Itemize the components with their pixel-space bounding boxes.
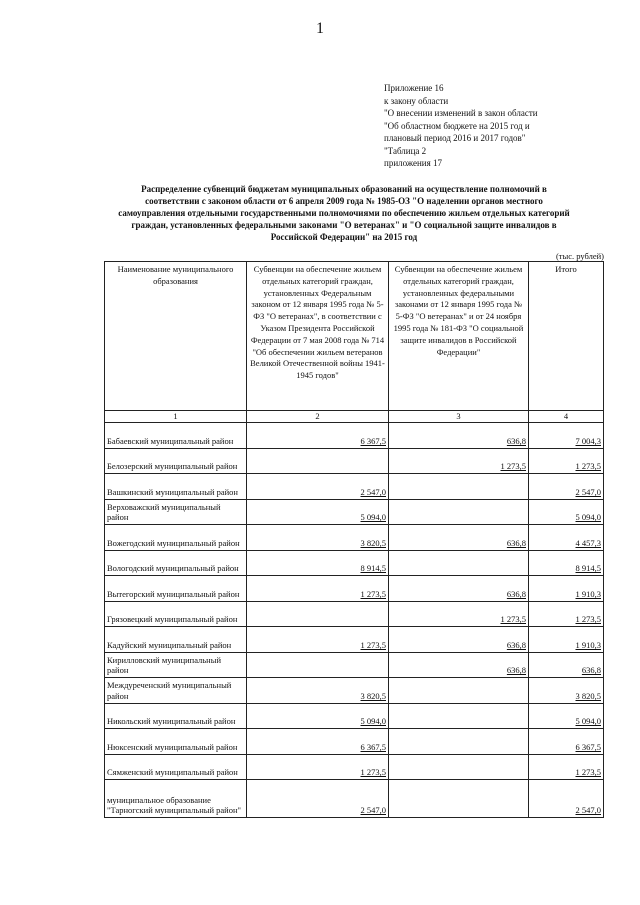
total-value: 1 910,3 (529, 627, 604, 653)
appendix-heading (384, 82, 624, 170)
total-value: 1 273,5 (529, 448, 604, 474)
table-row (105, 729, 604, 755)
column-number: 2 (247, 411, 389, 423)
appendix-line: "Об областном бюджете на 2015 год и (384, 120, 530, 131)
total-value: 636,8 (529, 652, 604, 678)
table-row (105, 499, 604, 525)
subsidy-veterans-disabled-value (389, 703, 529, 729)
subsidy-veterans-disabled-value: 636,8 (389, 525, 529, 551)
subsidy-veterans-value: 5 094,0 (247, 499, 389, 525)
header-municipality: Наименование муниципального образования (105, 262, 247, 411)
appendix-line: Приложение 16 (384, 83, 444, 93)
table-row (105, 423, 604, 449)
total-value: 1 273,5 (529, 601, 604, 627)
municipality-name: Кирилловский муниципальный район (105, 652, 247, 678)
appendix-line: приложения 17 (384, 158, 443, 168)
subsidy-veterans-value (247, 448, 389, 474)
table-row (105, 754, 604, 780)
subsidy-table (104, 261, 604, 818)
subsidy-veterans-disabled-value (389, 729, 529, 755)
municipality-name: муниципальное образование "Тарногский муниципальный район" (105, 780, 247, 818)
table-row (105, 780, 604, 818)
table-row (105, 678, 604, 704)
municipality-name: Вологодский муниципальный район (105, 550, 247, 576)
subsidy-veterans-value: 6 367,5 (247, 423, 389, 449)
subsidy-veterans-value: 3 820,5 (247, 525, 389, 551)
total-value: 2 547,0 (529, 780, 604, 818)
municipality-name: Верховажский муниципальный район (105, 499, 247, 525)
total-value: 5 094,0 (529, 703, 604, 729)
subsidy-veterans-disabled-value: 636,8 (389, 423, 529, 449)
subsidy-veterans-value: 8 914,5 (247, 550, 389, 576)
header-veterans-wwii: Субвенции на обеспечение жильем отдельных категорий граждан, установленных Федеральным законом от 12 января 1995 года № 5-ФЗ "О ветеранах", в соответствии с Указом Президента Российской Федерации от 7 мая 2008 года № 714 "Об обеспечении жильем ветеранов Великой Отечественной войны 1941-1945 годов" (247, 262, 389, 411)
subsidy-veterans-value: 3 820,5 (247, 678, 389, 704)
subsidy-veterans-value: 1 273,5 (247, 754, 389, 780)
subsidy-veterans-disabled-value (389, 754, 529, 780)
municipality-name: Вожегодский муниципальный район (105, 525, 247, 551)
page-number: 1 (316, 20, 324, 37)
total-value: 4 457,3 (529, 525, 604, 551)
total-value: 2 547,0 (529, 474, 604, 500)
total-value: 5 094,0 (529, 499, 604, 525)
subsidy-veterans-value: 2 547,0 (247, 474, 389, 500)
total-value: 6 367,5 (529, 729, 604, 755)
table-row (105, 601, 604, 627)
table-row (105, 474, 604, 500)
municipality-name: Грязовецкий муниципальный район (105, 601, 247, 627)
total-value: 7 004,3 (529, 423, 604, 449)
subsidy-veterans-value: 2 547,0 (247, 780, 389, 818)
municipality-name: Кадуйский муниципальный район (105, 627, 247, 653)
subsidy-veterans-disabled-value (389, 780, 529, 818)
appendix-line: плановый период 2016 и 2017 годов" (384, 133, 526, 143)
header-veterans-disabled: Субвенции на обеспечение жильем отдельных категорий граждан, установленных федеральными законами от 12 января 1995 года № 5-ФЗ "О ветеранах" и от 24 ноября 1995 года № 181-ФЗ "О социальной защите инвалидов в Российской Федерации" (389, 262, 529, 411)
total-value: 8 914,5 (529, 550, 604, 576)
municipality-name: Вытегорский муниципальный район (105, 576, 247, 602)
subsidy-veterans-disabled-value: 636,8 (389, 576, 529, 602)
appendix-line: к закону области (384, 95, 449, 106)
subsidy-veterans-disabled-value (389, 678, 529, 704)
table-row (105, 652, 604, 678)
municipality-name: Междуреченский муниципальный район (105, 678, 247, 704)
column-number-row (105, 411, 604, 423)
column-number: 1 (105, 411, 247, 423)
table-row (105, 550, 604, 576)
subsidy-veterans-value: 1 273,5 (247, 627, 389, 653)
table-row (105, 576, 604, 602)
subsidy-veterans-disabled-value (389, 499, 529, 525)
column-number: 4 (529, 411, 604, 423)
subsidy-veterans-disabled-value: 1 273,5 (389, 448, 529, 474)
municipality-name: Белозерский муниципальный район (105, 448, 247, 474)
units-label: (тыс. рублей) (555, 251, 604, 261)
subsidy-veterans-disabled-value: 636,8 (389, 652, 529, 678)
municipality-name: Сямженский муниципальный район (105, 754, 247, 780)
table-row (105, 703, 604, 729)
municipality-name: Бабаевский муниципальный район (105, 423, 247, 449)
municipality-name: Вашкинский муниципальный район (105, 474, 247, 500)
table-row (105, 448, 604, 474)
document-title: Распределение субвенций бюджетам муниципальных образований на осуществление полномочий в соответствии с законом области от 6 апреля 2009 года № 1985-ОЗ "О наделении органов местного самоуправления отдельными государственными полномочиями по обеспечению жильем отдельных категорий граждан, установленных федеральными законами "О ветеранах" и "О социальной защите инвалидов в Российской Федерации" на 2015 год (118, 184, 570, 242)
subsidy-veterans-disabled-value (389, 550, 529, 576)
subsidy-veterans-value (247, 601, 389, 627)
subsidy-veterans-value: 6 367,5 (247, 729, 389, 755)
total-value: 1 910,3 (529, 576, 604, 602)
total-value: 3 820,5 (529, 678, 604, 704)
subsidy-veterans-value (247, 652, 389, 678)
municipality-name: Никольский муниципальный район (105, 703, 247, 729)
table-row (105, 525, 604, 551)
subsidy-veterans-disabled-value (389, 474, 529, 500)
municipality-name: Нюксенский муниципальный район (105, 729, 247, 755)
appendix-line: "Таблица 2 (384, 145, 427, 156)
table-header-row (105, 262, 604, 411)
subsidy-veterans-value: 1 273,5 (247, 576, 389, 602)
header-total: Итого (529, 262, 604, 411)
appendix-line: "О внесении изменений в закон области (384, 108, 538, 118)
subsidy-veterans-disabled-value: 636,8 (389, 627, 529, 653)
total-value: 1 273,5 (529, 754, 604, 780)
subsidy-veterans-value: 5 094,0 (247, 703, 389, 729)
table-row (105, 627, 604, 653)
column-number: 3 (389, 411, 529, 423)
subsidy-veterans-disabled-value: 1 273,5 (389, 601, 529, 627)
